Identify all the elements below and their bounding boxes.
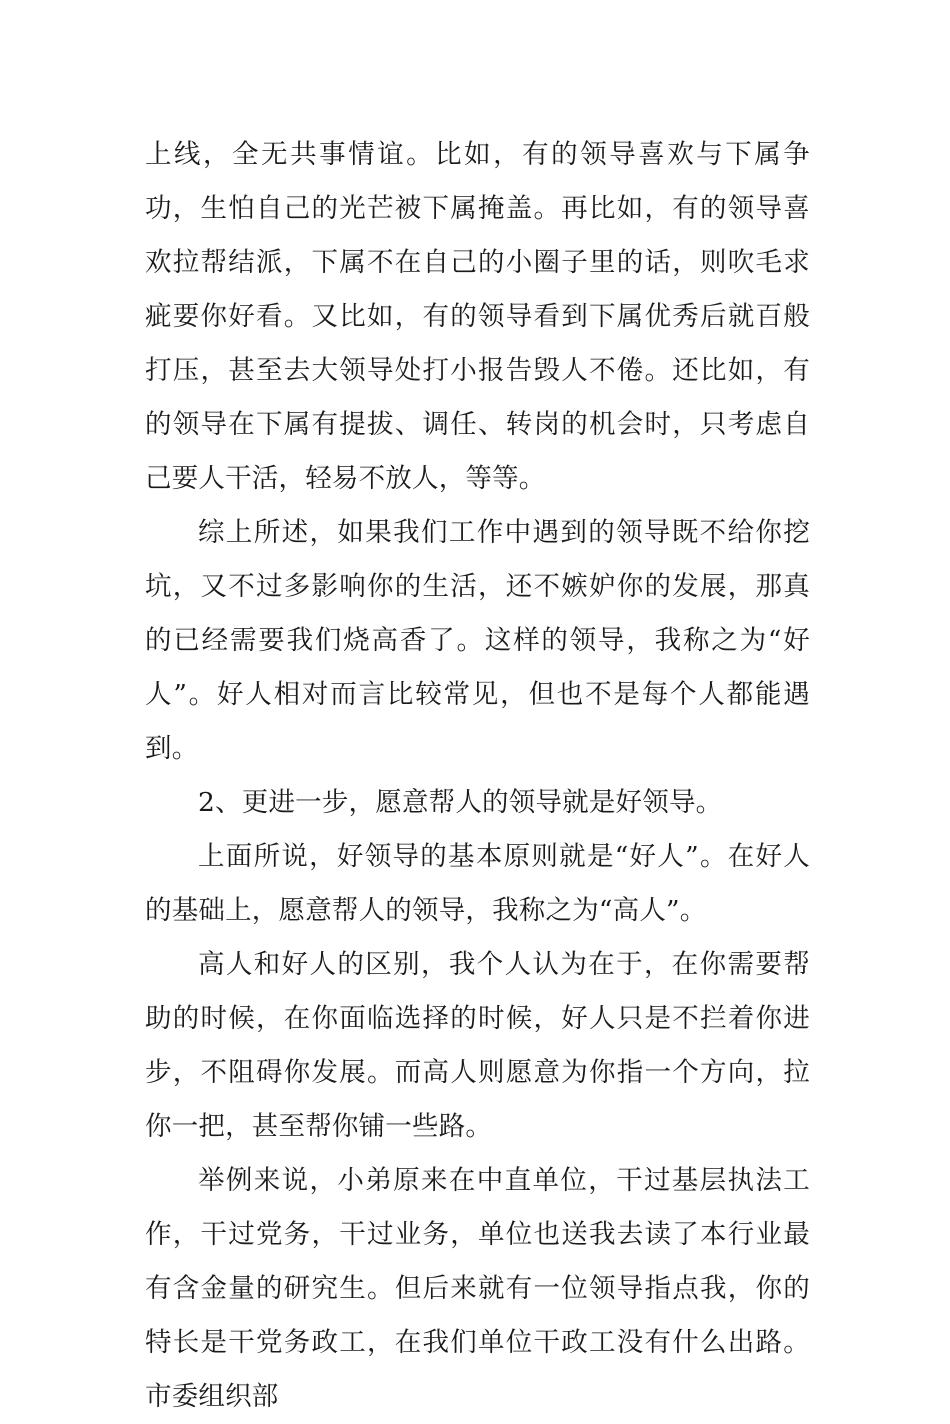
section-heading-2: 2、更进一步，愿意帮人的领导就是好领导。 bbox=[198, 787, 723, 818]
paragraph-example: 举例来说，小弟原来在中直单位，干过基层执法工作，干过党务，干过业务，单位也送我去读了本行业最有含金量的研究生。但后来就有一位领导指点我，你的特长是干党务政工，在我们单位干政工没有什么出路。市委组织部 bbox=[145, 1165, 810, 1412]
paragraph-continuation: 上线，全无共事情谊。比如，有的领导喜欢与下属争功，生怕自己的光芒被下属掩盖。再比如，有的领导喜欢拉帮结派，下属不在自己的小圈子里的话，则吹毛求疵要你好看。又比如，有的领导看到下属优秀后就百般打压，甚至去大领导处打小报告毁人不倦。还比如，有的领导在下属有提拔、调任、转岗的机会时，只考虑自己要人干活，轻易不放人，等等。 bbox=[145, 139, 810, 494]
paragraph-difference: 高人和好人的区别，我个人认为在于，在你需要帮助的时候，在你面临选择的时候，好人只是不拦着你进步，不阻碍你发展。而高人则愿意为你指一个方向，拉你一把，甚至帮你铺一些路。 bbox=[145, 949, 810, 1142]
paragraph-good-person: 上面所说，好领导的基本原则就是“好人”。在好人的基础上，愿意帮人的领导，我称之为“高人”。 bbox=[145, 841, 810, 926]
document-body bbox=[145, 128, 810, 1424]
paragraph-summary: 综上所述，如果我们工作中遇到的领导既不给你挖坑，又不过多影响你的生活，还不嫉妒你的发展，那真的已经需要我们烧高香了。这样的领导，我称之为“好人”。好人相对而言比较常见，但也不是每个人都能遇到。 bbox=[145, 517, 810, 764]
